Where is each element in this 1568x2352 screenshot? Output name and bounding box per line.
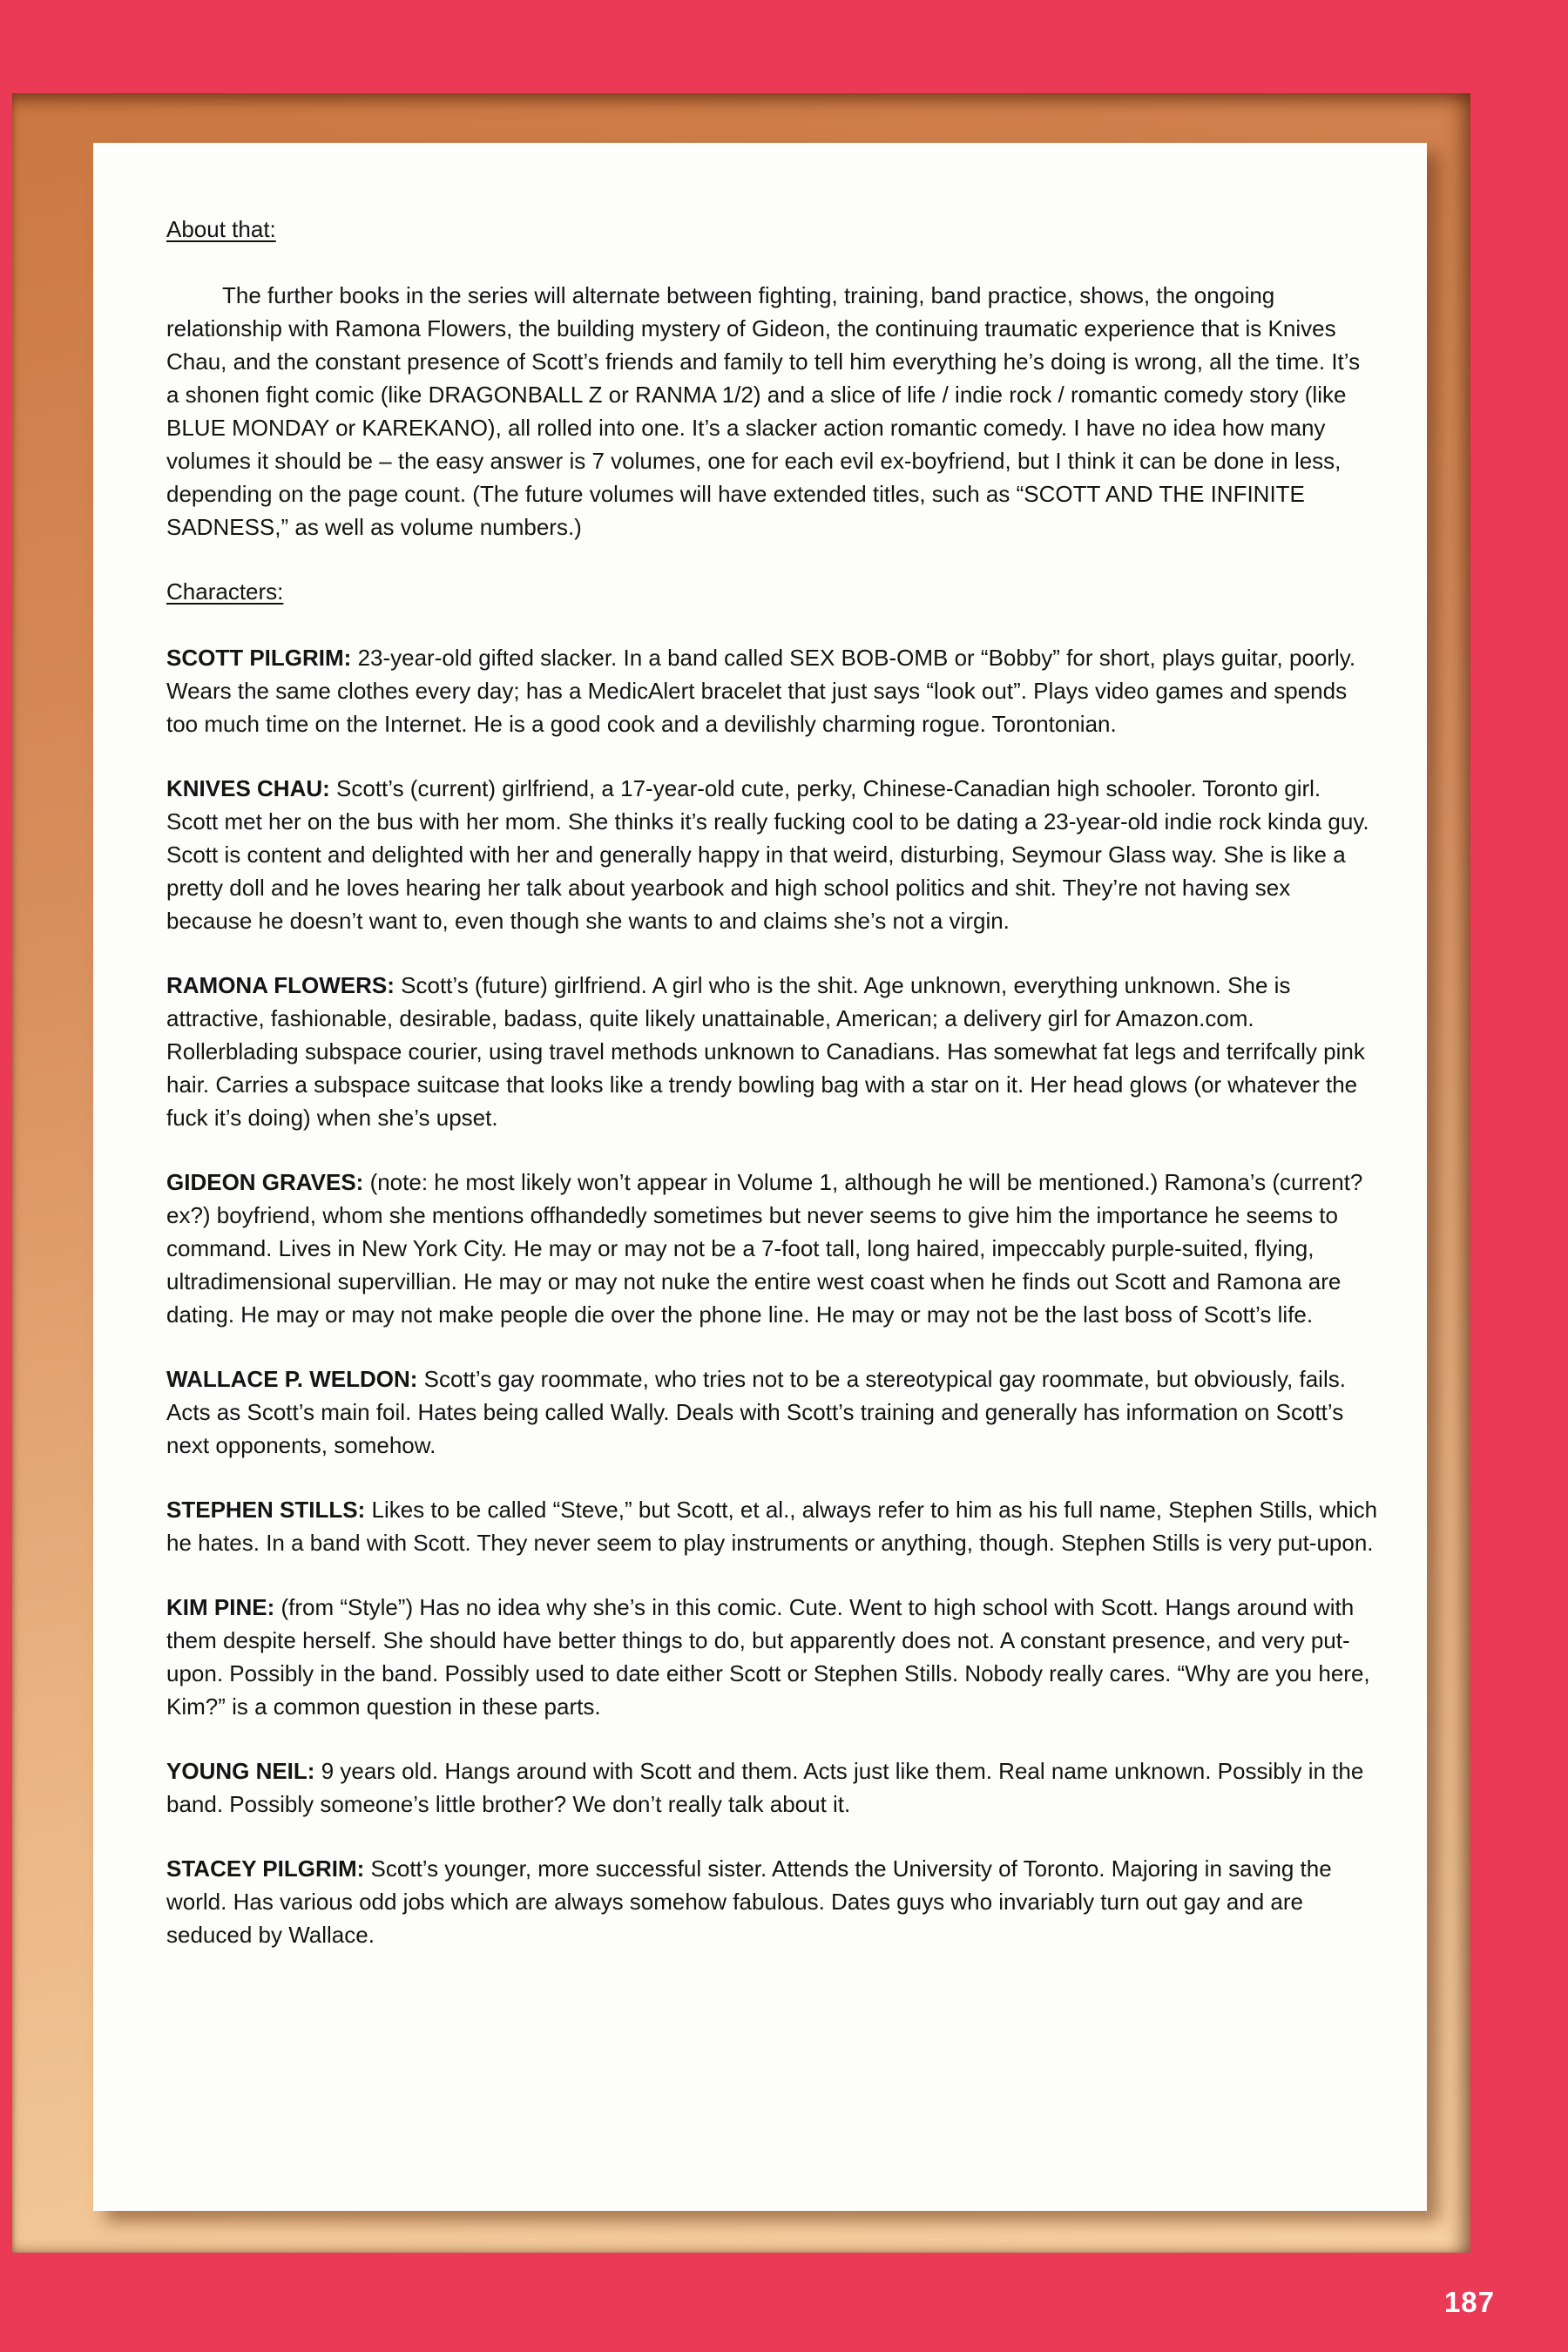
page-content bbox=[93, 143, 1427, 2211]
character-name: KIM PINE: bbox=[166, 1594, 275, 1620]
character-description: (note: he most likely won’t appear in Volume 1, although he will be mentioned.) Ramona’s (current? ex?) boyfriend, whom she mentions offhandedly sometimes but never seems to give him the importance he seems to command. Lives in New York City. He may or may not be a 7-foot tall, long haired, impeccably purple-suited, flying, ultradimensional supervillian. He may or may not nuke the entire west coast when he finds out Scott and Ramona are dating. He may or may not make people die over the phone line. He may or may not be the last boss of Scott’s life. bbox=[166, 1169, 1363, 1328]
character-entry-scott-pilgrim bbox=[166, 641, 1378, 740]
document-page bbox=[93, 143, 1427, 2211]
section-heading-characters: Characters: bbox=[166, 578, 284, 605]
character-description: Scott’s younger, more successful sister. Attends the University of Toronto. Majoring in saving the world. Has various odd jobs which are always somehow fabulous. Dates guys who invariably turn out gay and are seduced by Wallace. bbox=[166, 1855, 1332, 1948]
character-entry-gideon-graves bbox=[166, 1166, 1378, 1331]
character-entry-wallace-p-weldon bbox=[166, 1362, 1378, 1462]
intro-paragraph: The further books in the series will alternate between fighting, training, band practice, shows, the ongoing relationship with Ramona Flowers, the building mystery of Gideon, the continuing traumatic experience that is Knives Chau, and the constant presence of Scott’s friends and family to tell him everything he’s doing is wrong, all the time. It’s a shonen fight comic (like DRAGONBALL Z or RANMA 1/2) and a slice of life / indie rock / romantic comedy story (like BLUE MONDAY or KAREKANO), all rolled into one. It’s a slacker action romantic comedy. I have no idea how many volumes it should be – the easy answer is 7 volumes, one for each evil ex-boyfriend, but I think it can be done in less, depending on the page count. (The future volumes will have extended titles, such as “SCOTT AND THE INFINITE SADNESS,” as well as volume numbers.) bbox=[166, 282, 1361, 540]
section-heading-about: About that: bbox=[166, 216, 276, 242]
character-name: STEPHEN STILLS: bbox=[166, 1497, 366, 1523]
character-description: Scott’s gay roommate, who tries not to be a stereotypical gay roommate, but obviously, fails. Acts as Scott’s main foil. Hates being called Wally. Deals with Scott’s training and generally has information on Scott’s next opponents, somehow. bbox=[166, 1366, 1346, 1458]
character-entry-young-neil bbox=[166, 1754, 1378, 1821]
character-name: YOUNG NEIL: bbox=[166, 1758, 315, 1784]
character-entry-knives-chau bbox=[166, 772, 1378, 937]
character-description: 23-year-old gifted slacker. In a band called SEX BOB-OMB or “Bobby” for short, plays guitar, poorly. Wears the same clothes every day; has a MedicAlert bracelet that just says “look out”. Plays video games and spends too much time on the Internet. He is a good cook and a devilishly charming rogue. Torontonian. bbox=[166, 645, 1356, 737]
character-entry-stacey-pilgrim bbox=[166, 1852, 1378, 1951]
character-entry-stephen-stills bbox=[166, 1493, 1378, 1559]
character-name: KNIVES CHAU: bbox=[166, 775, 330, 801]
character-description: Scott’s (future) girlfriend. A girl who is the shit. Age unknown, everything unknown. She is attractive, fashionable, desirable, badass, quite likely unattainable, American; a delivery girl for Amazon.com. Rollerblading subspace courier, using travel methods unknown to Canadians. Has somewhat fat legs and terrifcally pink hair. Carries a subspace suitcase that looks like a trendy bowling bag with a star on it. Her head glows (or whatever the fuck it’s doing) when she’s upset. bbox=[166, 972, 1365, 1131]
character-description: 9 years old. Hangs around with Scott and them. Acts just like them. Real name unknown. Possibly in the band. Possibly someone’s little brother? We don’t really talk about it. bbox=[166, 1758, 1364, 1817]
character-description: Likes to be called “Steve,” but Scott, et al., always refer to him as his full name, Stephen Stills, which he hates. In a band with Scott. They never seem to play instruments or anything, though. Stephen Stills is very put-upon. bbox=[166, 1497, 1378, 1556]
character-name: RAMONA FLOWERS: bbox=[166, 972, 395, 998]
character-description: Scott’s (current) girlfriend, a 17-year-old cute, perky, Chinese-Canadian high schooler. Toronto girl. Scott met her on the bus with her mom. She thinks it’s really fucking cool to be dating a 23-year-old indie rock kinda guy. Scott is content and delighted with her and generally happy in that weird, disturbing, Seymour Glass way. She is like a pretty doll and he loves hearing her talk about yearbook and high school politics and shit. They’re not having sex because he doesn’t want to, even though she wants to and claims she’s not a virgin. bbox=[166, 775, 1369, 934]
character-name: WALLACE P. WELDON: bbox=[166, 1366, 418, 1392]
character-name: STACEY PILGRIM: bbox=[166, 1855, 365, 1882]
character-description: (from “Style”) Has no idea why she’s in this comic. Cute. Went to high school with Scott. Hangs around with them despite herself. She should have better things to do, but apparently does not. A constant presence, and very put-upon. Possibly in the band. Possibly used to date either Scott or Stephen Stills. Nobody really cares. “Why are you here, Kim?” is a common question in these parts. bbox=[166, 1594, 1370, 1720]
inner-backdrop bbox=[12, 93, 1470, 2253]
character-name: GIDEON GRAVES: bbox=[166, 1169, 364, 1195]
character-entry-kim-pine bbox=[166, 1591, 1378, 1723]
page-number: 187 bbox=[1443, 2286, 1495, 2318]
character-name: SCOTT PILGRIM: bbox=[166, 645, 352, 671]
character-entry-ramona-flowers bbox=[166, 969, 1378, 1134]
